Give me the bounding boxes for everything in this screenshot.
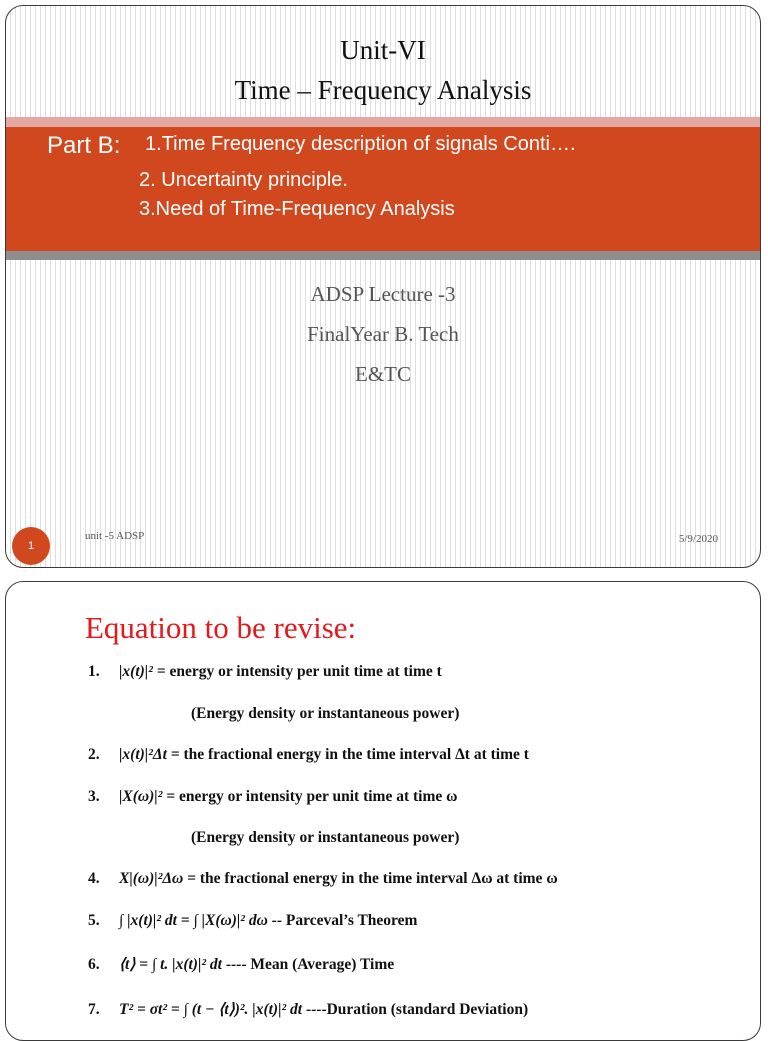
unit-title: Unit-VI	[340, 35, 426, 65]
equation-row: 7. T² = σt² = ∫ (t − ⟨t⟩)². |x(t)|² dt ----Duration (standard Deviation)	[88, 1001, 529, 1018]
pink-accent-bar	[6, 117, 760, 127]
topic-item-1: 1.Time Frequency description of signals Conti….	[145, 133, 576, 155]
subtitle-block	[6, 274, 760, 394]
equation-row: 5. ∫ |x(t)|² dt = ∫ |X(ω)|² dω -- Parceval’s Theorem	[88, 912, 418, 929]
slide-2	[5, 581, 761, 1041]
title-block	[6, 30, 760, 110]
equation-row: 2. |x(t)|²Δt = the fractional energy in the time interval Δt at time t	[88, 746, 529, 763]
equation-note: (Energy density or instantaneous power)	[191, 829, 460, 846]
slide-1	[5, 5, 761, 568]
part-label: Part B:	[47, 132, 121, 159]
topic-item-3: 3.Need of Time-Frequency Analysis	[139, 198, 455, 220]
topic-title: Time – Frequency Analysis	[234, 75, 532, 105]
equation-row: 4. X|(ω)|²Δω = the fractional energy in the time interval Δω at time ω	[88, 870, 558, 887]
footer-date: 5/9/2020	[678, 533, 718, 545]
part-b-banner	[6, 127, 760, 251]
equation-row: 6. ⟨t⟩ = ∫ t. |x(t)|² dt ---- Mean (Average) Time	[88, 956, 395, 973]
footer-label: unit -5 ADSP	[85, 530, 145, 542]
equation-row: 3. |X(ω)|² = energy or intensity per unit time at time ω	[88, 788, 458, 805]
equations-heading: Equation to be revise:	[85, 610, 357, 645]
equation-row: 1. |x(t)|² = energy or intensity per unit time at time t	[88, 663, 442, 680]
gray-accent-bar	[6, 251, 760, 260]
slide-number-badge: 1	[12, 527, 50, 565]
topic-item-2: 2. Uncertainty principle.	[139, 169, 348, 191]
year-line: FinalYear B. Tech	[307, 322, 459, 346]
lecture-line: ADSP Lecture -3	[310, 282, 456, 306]
dept-line: E&TC	[355, 362, 411, 386]
equation-note: (Energy density or instantaneous power)	[191, 705, 460, 722]
